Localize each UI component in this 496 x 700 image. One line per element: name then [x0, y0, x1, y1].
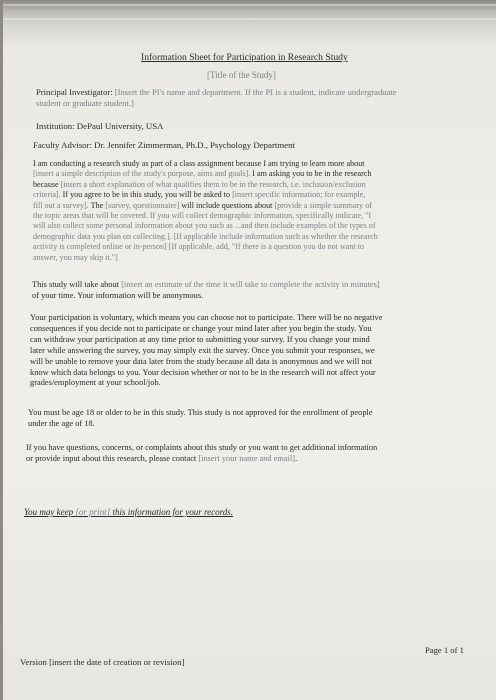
fold-line: [3, 4, 496, 6]
document-title: Information Sheet for Participation in Research Study: [141, 52, 348, 63]
pi-placeholder: [Insert the PI's name and department. If the PI is a student, indicate undergraduate: [114, 87, 397, 97]
purpose-paragraph: I am conducting a research study as part of a class assignment because I am trying to learn more about [insert a simple description of the study's purpose, aims and goals]. I am asking you to be in the research because [insert a short explanation of what qualifies them to be in the research, i.e. inclusion/exclusion criteria]. If you agree to be in this study, you will be asked to [insert specific information; for example, fill out a survey]. The [survey, questionnaire] will include questions about [provide a simple summary of the topic areas that will be covered. If you will collect demographic information, specifically indicate, "I will also collect some personal information about you such as ...and then include examples of the types of demographic data you plan on collecting.]. [If applicable include information such as whether the research activity is completed online or in-person] [If applicable, add, "If there is a question you do not want to answer, you may skip it."]: [33, 159, 378, 262]
document-page: [3, 0, 496, 700]
principal-investigator: [36, 87, 397, 108]
fold-line: [3, 18, 496, 20]
contact-paragraph: If you have questions, concerns, or complaints about this study or you want to get additional information or provide input about this research, please contact [insert your name and email].: [26, 443, 378, 463]
page-top-shadow: [3, 0, 496, 46]
study-title: [Title of the Study]: [207, 70, 276, 80]
version-line: Version [insert the date of creation or revision]: [20, 657, 185, 667]
age-paragraph: You must be age 18 or older to be in this study. This study is not approved for the enrollment of people under the age of 18.: [28, 408, 373, 428]
institution: Institution: DePaul University, USA: [36, 121, 164, 131]
page-number: Page 1 of 1: [425, 645, 464, 655]
voluntary-paragraph: Your participation is voluntary, which means you can choose not to participate. There will be no negative consequences if you decide not to participate or change your mind later after you begin the study. You can withdraw your participation at any time prior to submitting your survey. If you change your mind later while answering the survey, you may simply exit the survey. Once you submit your responses, we will be unable to remove your data later from the study because all data is anonymous and we will not know which data belongs to you. Your decision whether or not to be in the research will not affect your grades/employment at your school/job.: [30, 313, 383, 388]
duration-paragraph: This study will take about [insert an estimate of the time it will take to complete the activity in minutes] of your time. Your information will be anonymous.: [32, 280, 380, 300]
keep-records-note: You may keep [or print] this information for your records.: [24, 507, 234, 517]
pi-placeholder-cont: student or graduate student.]: [36, 97, 134, 108]
pi-label: Principal Investigator:: [36, 87, 113, 97]
faculty-advisor: Faculty Advisor: Dr. Jennifer Zimmerman, Ph.D., Psychology Department: [33, 140, 295, 150]
